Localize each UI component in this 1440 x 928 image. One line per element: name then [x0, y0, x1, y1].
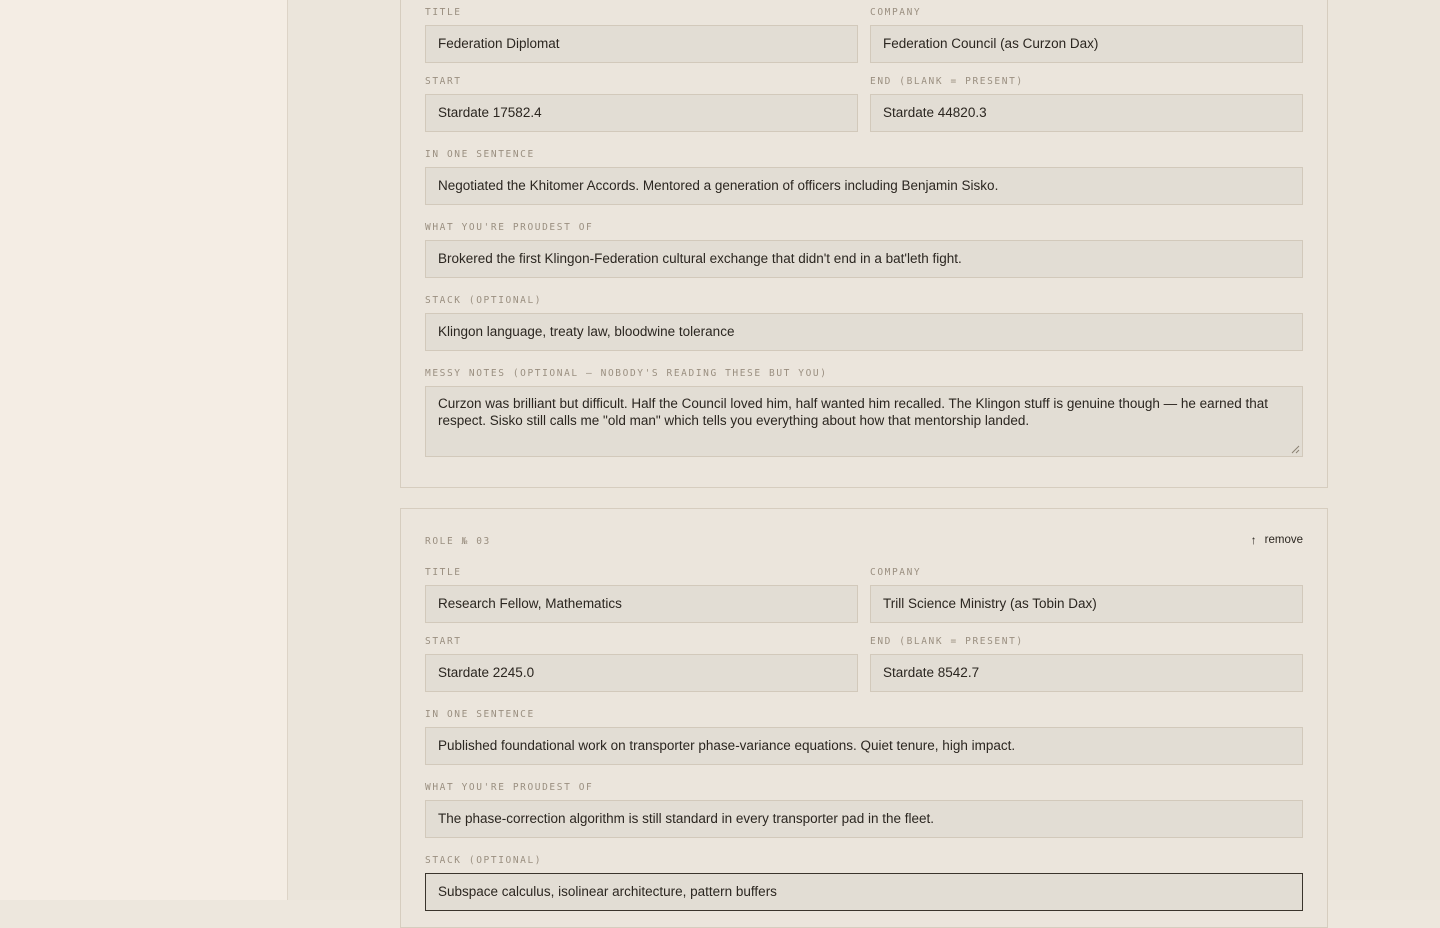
end-input[interactable]: Stardate 8542.7	[870, 654, 1303, 692]
start-label: START	[425, 636, 462, 647]
company-label: COMPANY	[870, 567, 922, 578]
stack-input[interactable]: Klingon language, treaty law, bloodwine tolerance	[425, 313, 1303, 351]
title-label: TITLE	[425, 7, 462, 18]
remove-label: remove	[1264, 534, 1303, 546]
company-input[interactable]: Trill Science Ministry (as Tobin Dax)	[870, 585, 1303, 623]
start-label: START	[425, 76, 462, 87]
proudest-input[interactable]: The phase-correction algorithm is still standard in every transporter pad in the fleet.	[425, 800, 1303, 838]
notes-label: MESSY NOTES (OPTIONAL — NOBODY'S READING THESE BUT YOU)	[425, 368, 828, 379]
notes-textarea[interactable]	[425, 386, 1303, 457]
one-sentence-label: IN ONE SENTENCE	[425, 149, 535, 160]
one-sentence-label: IN ONE SENTENCE	[425, 709, 535, 720]
role-card-02	[400, 0, 1328, 488]
end-label: END (BLANK = PRESENT)	[870, 636, 1024, 647]
title-label: TITLE	[425, 567, 462, 578]
proudest-label: WHAT YOU'RE PROUDEST OF	[425, 222, 594, 233]
proudest-input[interactable]: Brokered the first Klingon-Federation cultural exchange that didn't end in a bat'leth fight.	[425, 240, 1303, 278]
notes-text: Curzon was brilliant but difficult. Half the Council loved him, half wanted him recalled. The Klingon stuff is genuine though — he earned that respect. Sisko still calls me "old man" which tells you everything about how that mentorship landed.	[438, 396, 1268, 428]
arrow-up-icon: ↑	[1250, 533, 1257, 547]
end-input[interactable]: Stardate 44820.3	[870, 94, 1303, 132]
role-card-03	[400, 508, 1328, 928]
remove-role-button[interactable]	[1251, 534, 1303, 546]
role-number: ROLE № 03	[425, 536, 491, 547]
main-content	[288, 0, 1440, 900]
proudest-label: WHAT YOU'RE PROUDEST OF	[425, 782, 594, 793]
one-sentence-input[interactable]: Negotiated the Khitomer Accords. Mentored a generation of officers including Benjamin Sisko.	[425, 167, 1303, 205]
end-label: END (BLANK = PRESENT)	[870, 76, 1024, 87]
start-input[interactable]: Stardate 17582.4	[425, 94, 858, 132]
company-label: COMPANY	[870, 7, 922, 18]
stack-label: STACK (OPTIONAL)	[425, 855, 543, 866]
title-input[interactable]: Federation Diplomat	[425, 25, 858, 63]
stack-input[interactable]: Subspace calculus, isolinear architecture, pattern buffers	[425, 873, 1303, 911]
one-sentence-input[interactable]: Published foundational work on transporter phase-variance equations. Quiet tenure, high impact.	[425, 727, 1303, 765]
stack-label: STACK (OPTIONAL)	[425, 295, 543, 306]
resize-handle-icon[interactable]	[1291, 445, 1300, 454]
sidebar	[0, 0, 288, 900]
start-input[interactable]: Stardate 2245.0	[425, 654, 858, 692]
company-input[interactable]: Federation Council (as Curzon Dax)	[870, 25, 1303, 63]
title-input[interactable]: Research Fellow, Mathematics	[425, 585, 858, 623]
